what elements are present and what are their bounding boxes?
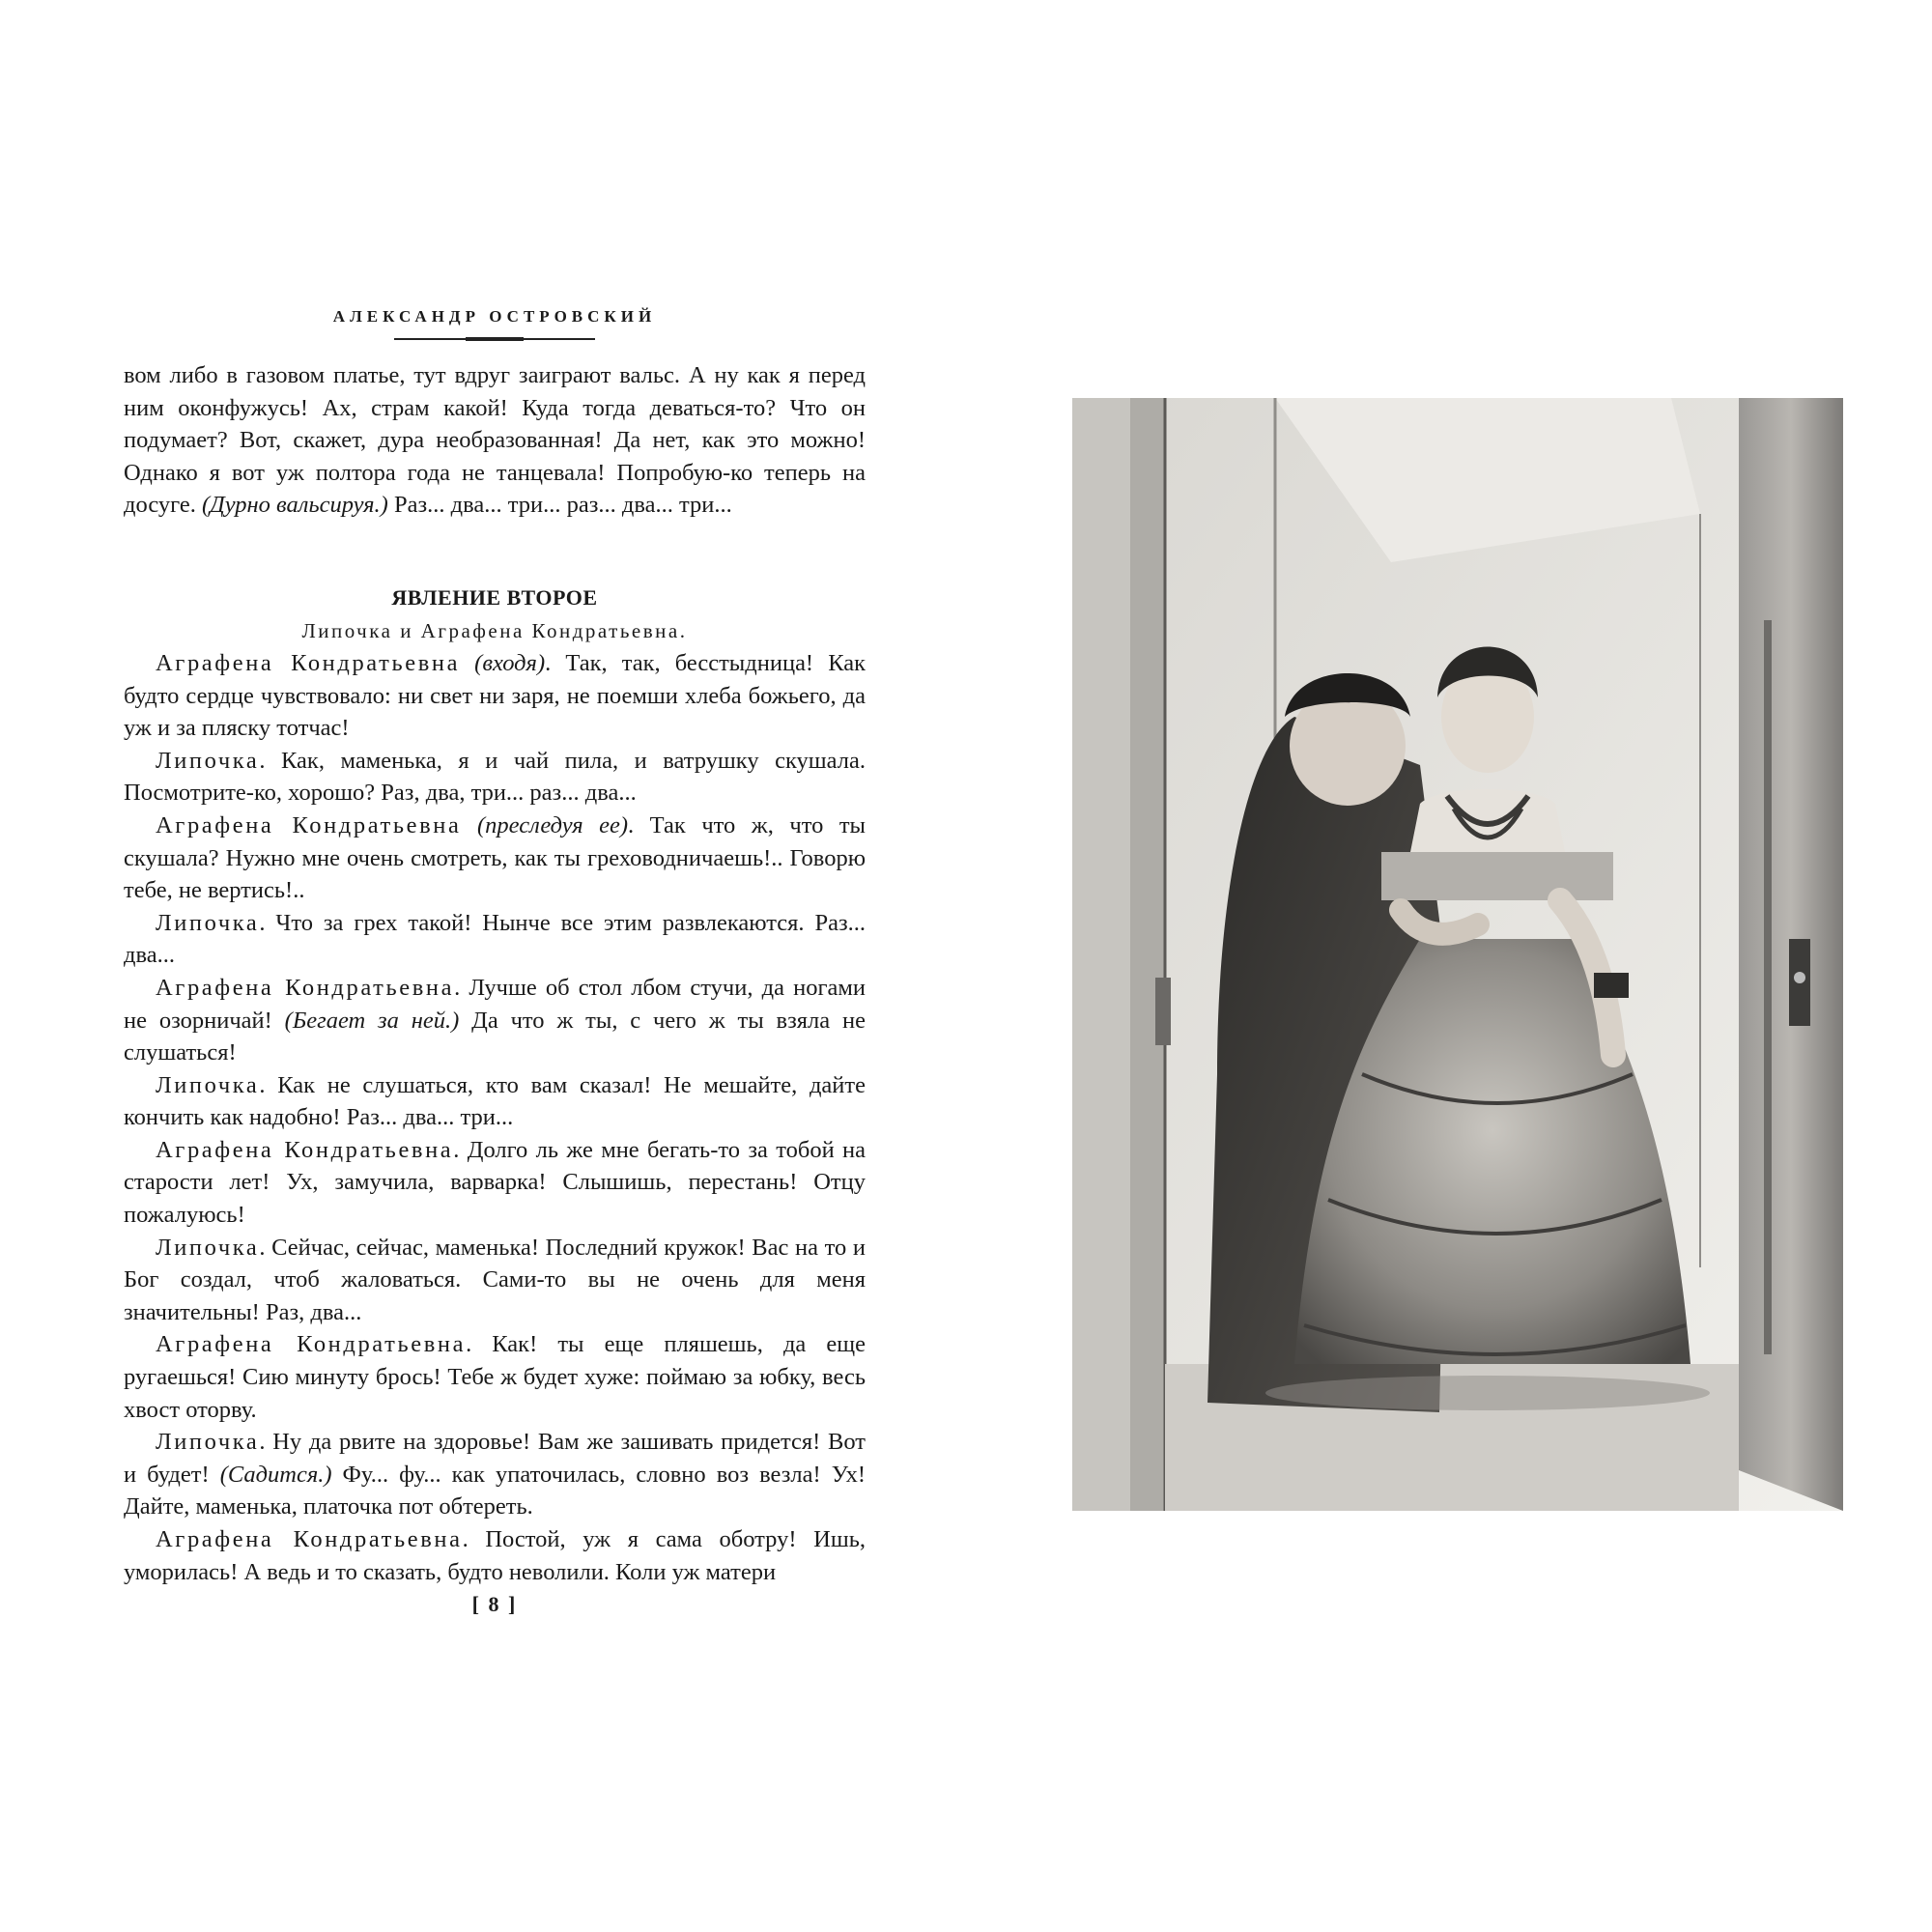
left-door-frame (1072, 398, 1130, 1511)
speaker-name: Липочка (156, 747, 260, 774)
dialogue-line: Липочка. Сейчас, сейчас, маменька! Последний кружок! Вас на то и Бог создал, чтоб жаловаться. Сами-то вы не очень для меня значительны! Раз, два... (124, 1234, 866, 1325)
scene-title: ЯВЛЕНИЕ ВТОРОЕ (391, 584, 598, 610)
speaker-name: Аграфена Кондратьевна (156, 1526, 463, 1552)
speaker-name: Липочка (156, 1429, 260, 1456)
dialogue-line: Липочка. Как, маменька, я и чай пила, и ватрушку скушала. Посмотрите-ко, хорошо? Раз, два, три... раз... два... (124, 747, 866, 807)
dialogue-line: Аграфена Кондратьевна. Долго ль же мне бегать-то за тобой на старости лет! Ух, замучила, варварка! Слышишь, перестань! Отцу пожалуюсь! (124, 1136, 867, 1229)
stage-direction: (Бегает за ней.) (284, 1007, 460, 1034)
running-head: АЛЕКСАНДР ОСТРОВСКИЙ (332, 307, 657, 326)
dialogue-line: Липочка. Ну да рвите на здоровье! Вам же зашивать придется! Вот и будет! (Садится.) Фу... фу... как упаточилась, словно воз везла! Ух! Дайте, маменька, платочка пот обтереть. (124, 1429, 867, 1520)
stage-direction: (преследуя ее) (477, 811, 629, 838)
scene-cast: Липочка и Аграфена Кондратьевна. (301, 618, 688, 642)
speaker-name: Аграфена Кондратьевна (156, 1331, 467, 1358)
speaker-name: Аграфена Кондратьевна (156, 649, 461, 676)
dialogue-line: Аграфена Кондратьевна (входя). Так, так, бесстыдница! Как будто сердце чувствовало: ни свет ни заря, не поемши хлеба божьего, да уж и за пляску тотчас! (124, 649, 866, 742)
speaker-name: Аграфена Кондратьевна (156, 811, 462, 838)
speaker-name: Липочка (156, 1234, 260, 1261)
speaker-name: Липочка (156, 1071, 260, 1098)
lace-bertha (1381, 852, 1613, 900)
illustration-drawing (1072, 398, 1843, 1511)
dialogue-line: Липочка. Что за грех такой! Нынче все этим развлекаются. Раз... два... (124, 909, 866, 969)
stage-direction: (входя) (474, 649, 546, 676)
page-number: [ 8 ] (471, 1592, 518, 1616)
stage-direction: (Дурно вальсируя.) (201, 492, 388, 519)
stage-direction: (Садится.) (219, 1461, 332, 1488)
illustration-lithograph (1072, 398, 1843, 1511)
dialogue-line: Липочка. Как не слушаться, кто вам сказал! Не мешайте, дайте кончить как надобно! Раз... два... три... (124, 1071, 866, 1131)
dialogue-line: Аграфена Кондратьевна (преследуя ее). Так что ж, что ты скушала? Нужно мне очень смотреть, как ты греховодничаешь!.. Говорю тебе, не вертись!.. (124, 811, 867, 904)
dialogue-line: Аграфена Кондратьевна. Лучше об стол лбом стучи, да ногами не озорничай! (Бегает за ней.) Да что ж ты, с чего ж ты взяла не слушаться! (124, 974, 867, 1066)
speaker-name: Липочка (156, 909, 260, 936)
left-door-edge (1130, 398, 1165, 1511)
body-text (124, 359, 866, 1588)
intro-paragraph: вом либо в газовом платье, тут вдруг заиграют вальс. А ну как я перед ним оконфужусь! Ах, страм какой! Куда тогда деваться-то? Что он подумает? Вот, скажет, дура необразованная! Да нет, как это можно! Однако я вот уж полтора года не танцевала! Попробую-ко теперь на досуге. (Дурно вальсируя.) Раз... два... три... раз... два... три... (124, 362, 866, 519)
section-gap (124, 522, 866, 582)
dialogue-line: Аграфена Кондратьевна. Постой, уж я сама оботру! Ишь, уморилась! А ведь и то сказать, будто неволили. Коли уж матери (124, 1526, 866, 1585)
door-handle (1155, 978, 1171, 1045)
head-rule (394, 338, 595, 340)
dialogue-line: Аграфена Кондратьевна. Как! ты еще пляшешь, да еще ругаешься! Сию минуту брось! Тебе ж будет хуже: поймаю за юбку, весь хвост оторву. (124, 1331, 867, 1423)
left-page (124, 0, 866, 1932)
speaker-name: Аграфена Кондратьевна (156, 974, 455, 1001)
speaker-name: Аграфена Кондратьевна (156, 1136, 454, 1163)
bracelet (1594, 973, 1629, 998)
